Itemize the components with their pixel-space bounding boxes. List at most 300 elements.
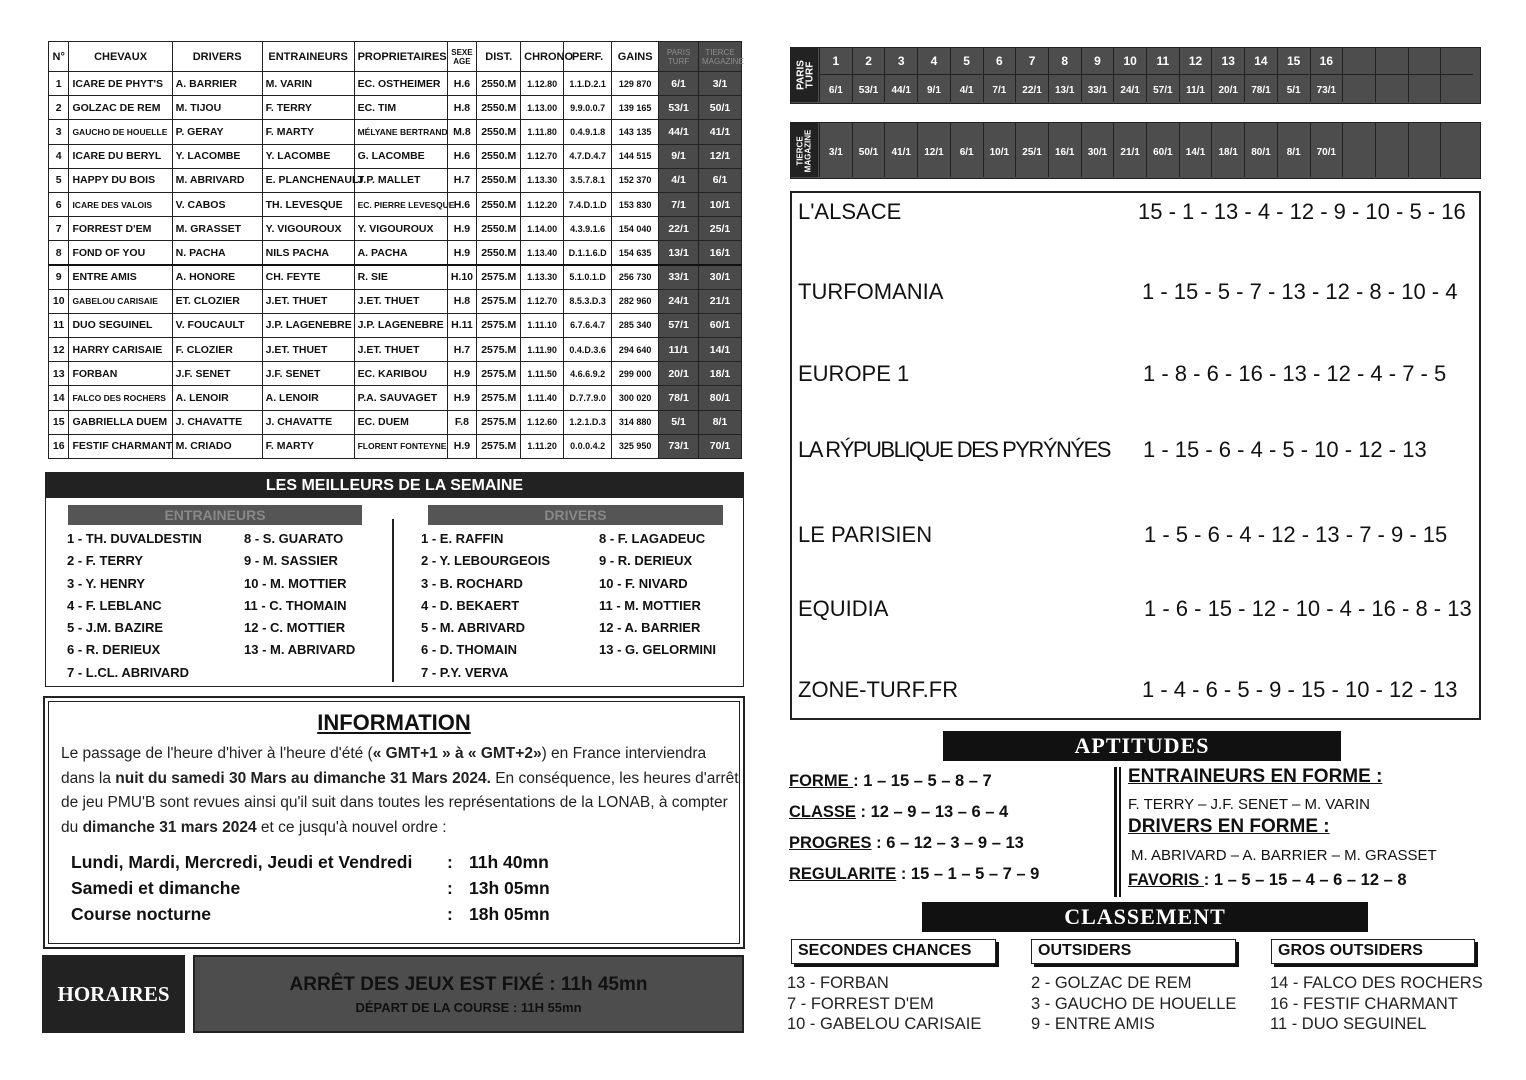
table-cell: 2575.M [477, 338, 521, 362]
table-cell: H.6 [447, 72, 477, 96]
table-cell: DUO SEGUINEL [69, 313, 172, 337]
table-cell: F. CLOZIER [172, 338, 262, 362]
classe-line: CLASSE : 12 – 9 – 13 – 6 – 4 [789, 803, 1009, 821]
table-cell: A. HONORE [172, 265, 262, 289]
table-cell: 2550.M [477, 96, 521, 120]
list-item: 11 - M. MOTTIER [599, 597, 701, 613]
table-cell: HARRY CARISAIE [69, 338, 172, 362]
paris-turf-label: PARIS TURF [795, 60, 816, 90]
table-cell: 2575.M [477, 362, 521, 386]
table-cell: 2550.M [477, 241, 521, 265]
table-header-row [49, 42, 742, 72]
table-cell: F. MARTY [262, 434, 354, 458]
table-cell: 2575.M [477, 265, 521, 289]
table-cell: A. LENOIR [262, 386, 354, 410]
table-cell: 1.11.20 [521, 434, 564, 458]
table-cell: 14/1 [699, 338, 742, 362]
grid-odds-cell: 3/1 [819, 123, 852, 177]
table-cell: CH. FEYTE [262, 265, 354, 289]
table-cell: HAPPY DU BOIS [69, 168, 172, 192]
table-cell: 5/1 [659, 410, 699, 434]
drivers-en-forme: M. ABRIVARD – A. BARRIER – M. GRASSET [1131, 847, 1437, 864]
runners-table [48, 41, 742, 459]
favoris-line: FAVORIS : 1 – 5 – 15 – 4 – 6 – 12 – 8 [1128, 871, 1407, 889]
table-cell: 9 [49, 265, 69, 289]
table-cell: 7.4.D.1.D [564, 192, 612, 216]
list-item: 6 - D. THOMAIN [421, 642, 518, 658]
table-cell: 0.0.0.4.2 [564, 434, 612, 458]
table-cell: FORREST D'EM [69, 217, 172, 241]
table-cell: 50/1 [699, 96, 742, 120]
table-cell: 4/1 [659, 168, 699, 192]
table-cell: 53/1 [659, 96, 699, 120]
table-cell: EC. OSTHEIMER [354, 72, 447, 96]
table-cell: 41/1 [699, 120, 742, 144]
drivers-en-forme-title: DRIVERS EN FORME : [1128, 816, 1330, 837]
table-cell: 5.1.0.1.D [564, 265, 612, 289]
list-item: 8 - S. GUARATO [244, 531, 344, 546]
grid-odds-cell [1440, 75, 1473, 102]
column-header: CHEVAUX [69, 42, 172, 72]
prono-source: LE PARISIEN [798, 522, 933, 547]
table-cell: 6/1 [699, 168, 742, 192]
table-cell: 73/1 [659, 434, 699, 458]
table-cell: 2575.M [477, 434, 521, 458]
table-cell: ET. CLOZIER [172, 289, 262, 313]
gros-outsiders-list [1270, 973, 1483, 1035]
aptitudes-title: APTITUDES [943, 731, 1341, 761]
table-cell: 139 165 [612, 96, 659, 120]
table-cell: 13 [49, 362, 69, 386]
secondes-chances-tag: SECONDES CHANCES [791, 939, 996, 964]
table-cell: J.ET. THUET [354, 289, 447, 313]
table-cell: G. LACOMBE [354, 144, 447, 168]
tierce-magazine-odds-grid [790, 122, 1481, 179]
grid-odds-cell: 8/1 [1277, 123, 1310, 177]
table-cell: J.ET. THUET [354, 338, 447, 362]
grid-odds-cell: 6/1 [950, 123, 983, 177]
grid-odds-cell: 78/1 [1244, 75, 1277, 102]
tierce-magazine-label: TIERCE MAGAZINE [795, 129, 813, 173]
table-cell: GOLZAC DE REM [69, 96, 172, 120]
column-header: CHRONO [521, 42, 564, 72]
prono-source: EUROPE 1 [798, 361, 910, 386]
table-cell: Y. VIGOUROUX [262, 217, 354, 241]
grid-number-cell: 16 [1310, 48, 1343, 75]
table-cell: 9.9.0.0.7 [564, 96, 612, 120]
table-row [49, 168, 742, 192]
table-cell: H.9 [447, 217, 477, 241]
table-cell: MÉLYANE BERTRAND [354, 120, 447, 144]
grid-odds-cell [1375, 123, 1408, 177]
table-cell: H.11 [447, 313, 477, 337]
table-cell: 11 [49, 313, 69, 337]
table-cell: M. GRASSET [172, 217, 262, 241]
table-cell: 300 020 [612, 386, 659, 410]
schedule-time: 11h 40mn [469, 852, 549, 872]
table-cell: 6 [49, 192, 69, 216]
table-cell: 1.11.10 [521, 313, 564, 337]
table-row [49, 362, 742, 386]
grid-number-cell: 13 [1211, 48, 1244, 75]
table-cell: 25/1 [699, 217, 742, 241]
table-cell: 12 [49, 338, 69, 362]
table-cell: GAUCHO DE HOUELLE [69, 120, 172, 144]
table-cell: H.9 [447, 241, 477, 265]
table-cell: V. CABOS [172, 192, 262, 216]
grid-number-cell: 11 [1146, 48, 1179, 75]
forme-line: FORME : 1 – 15 – 5 – 8 – 7 [789, 772, 992, 790]
prono-source: LA RÝPUBLIQUE DES PYRÝNÝES [798, 437, 1110, 462]
table-cell: FORBAN [69, 362, 172, 386]
grid-number-cell: 6 [983, 48, 1016, 75]
table-cell: D.1.1.6.D [564, 241, 612, 265]
list-item: 7 - FORREST D'EM [787, 994, 934, 1013]
prono-source: EQUIDIA [798, 596, 889, 621]
grid-odds-cell [1375, 75, 1408, 102]
table-cell: 1 [49, 72, 69, 96]
entraineurs-list-1 [67, 528, 202, 684]
grid-odds-cell: 73/1 [1310, 75, 1343, 102]
table-cell: 129 870 [612, 72, 659, 96]
schedule-sep: : [447, 852, 453, 872]
list-item: 7 - P.Y. VERVA [421, 664, 509, 680]
table-cell: 7/1 [659, 192, 699, 216]
list-item: 9 - M. SASSIER [244, 553, 338, 569]
table-cell: J.ET. THUET [262, 289, 354, 313]
table-cell: J. CHAVATTE [262, 410, 354, 434]
list-item: 13 - G. GELORMINI [599, 642, 717, 658]
grid-odds-cell: 9/1 [917, 75, 950, 102]
regularite-line: REGULARITE : 15 – 1 – 5 – 7 – 9 [789, 865, 1040, 883]
table-cell: 299 000 [612, 362, 659, 386]
table-cell: 4.6.6.9.2 [564, 362, 612, 386]
list-item: 3 - Y. HENRY [67, 575, 146, 591]
table-cell: 1.11.40 [521, 386, 564, 410]
grid-odds-cell: 6/1 [819, 75, 852, 102]
column-divider [392, 519, 394, 682]
table-cell: H.10 [447, 265, 477, 289]
table-cell: 1.13.30 [521, 265, 564, 289]
table-cell: 154 635 [612, 241, 659, 265]
table-cell: ICARE DE PHYT'S [69, 72, 172, 96]
prono-selection: 1 - 4 - 6 - 5 - 9 - 15 - 10 - 12 - 13 [1142, 677, 1458, 702]
aptitudes-divider [1114, 767, 1117, 897]
table-cell: 1.11.80 [521, 120, 564, 144]
table-cell: F. MARTY [262, 120, 354, 144]
table-cell: M. VARIN [262, 72, 354, 96]
classement-title: CLASSEMENT [922, 902, 1368, 932]
table-cell: 2575.M [477, 313, 521, 337]
schedule-time: 18h 05mn [469, 904, 550, 924]
table-cell: 4.3.9.1.6 [564, 217, 612, 241]
grid-odds-cell: 20/1 [1211, 75, 1244, 102]
best-of-week-panel [45, 472, 744, 687]
table-cell: FESTIF CHARMANT [69, 434, 172, 458]
column-header: GAINS [612, 42, 659, 72]
table-row [49, 72, 742, 96]
grid-odds-cell [1342, 75, 1375, 102]
prono-selection: 1 - 5 - 6 - 4 - 12 - 13 - 7 - 9 - 15 [1144, 522, 1448, 547]
grid-odds-cell: 30/1 [1081, 123, 1114, 177]
table-cell: 24/1 [659, 289, 699, 313]
table-cell: M. TIJOU [172, 96, 262, 120]
table-cell: H.7 [447, 338, 477, 362]
table-row [49, 192, 742, 216]
table-cell: H.8 [447, 289, 477, 313]
grid-number-cell: 1 [819, 48, 852, 75]
table-cell: 6.7.6.4.7 [564, 313, 612, 337]
list-item: 8 - F. LAGADEUC [599, 531, 706, 546]
arret-text: ARRÊT DES JEUX EST FIXÉ : 11h 45mn [289, 974, 648, 995]
column-header: PROPRIETAIRES [354, 42, 447, 72]
information-paragraph: Le passage de l'heure d'hiver à l'heure d'été (« GMT+1 » à « GMT+2») en France interviendra dans la nuit du samedi 30 Mars au dimanche 31 Mars 2024. En conséquence, les heures d'arrêt de jeu PMU'B sont revues ainsi qu'il suit dans toutes les représentations de la LONAB, à compter du dimanche 31 mars 2024 et ce jusqu'à nouvel ordre : [61, 745, 739, 836]
table-row [49, 217, 742, 241]
table-cell: F.8 [447, 410, 477, 434]
table-cell: TH. LEVESQUE [262, 192, 354, 216]
schedule-time: 13h 05mn [469, 878, 550, 898]
table-cell: Y. LACOMBE [262, 144, 354, 168]
table-cell: 144 515 [612, 144, 659, 168]
secondes-chances-list [787, 973, 981, 1035]
horaires-label: HORAIRES [42, 955, 185, 1033]
prono-selection: 1 - 8 - 6 - 16 - 13 - 12 - 4 - 7 - 5 [1143, 361, 1447, 386]
grid-odds-cell [1408, 123, 1441, 177]
drivers-list-1 [421, 528, 550, 684]
table-cell: E. PLANCHENAULT [262, 168, 354, 192]
table-cell: M. CRIADO [172, 434, 262, 458]
grid-odds-cell: 11/1 [1179, 75, 1212, 102]
table-cell: H.9 [447, 362, 477, 386]
table-cell: 10 [49, 289, 69, 313]
table-cell: 2550.M [477, 144, 521, 168]
table-cell: ICARE DES VALOIS [69, 192, 172, 216]
table-cell: 1.11.90 [521, 338, 564, 362]
table-cell: 1.13.40 [521, 241, 564, 265]
grid-odds-cell: 4/1 [950, 75, 983, 102]
table-cell: 7 [49, 217, 69, 241]
prono-selection: 1 - 15 - 6 - 4 - 5 - 10 - 12 - 13 [1143, 437, 1427, 462]
table-cell: ICARE DU BERYL [69, 144, 172, 168]
table-cell: J.F. SENET [262, 362, 354, 386]
table-cell: 0.4.D.3.6 [564, 338, 612, 362]
list-item: 6 - R. DERIEUX [67, 642, 161, 658]
table-cell: 70/1 [699, 434, 742, 458]
table-row [49, 144, 742, 168]
table-cell: H.6 [447, 192, 477, 216]
table-cell: D.7.7.9.0 [564, 386, 612, 410]
table-cell: 60/1 [699, 313, 742, 337]
table-cell: 5 [49, 168, 69, 192]
list-item: 7 - L.CL. ABRIVARD [67, 664, 190, 680]
grid-odds-cell [1342, 123, 1375, 177]
table-cell: 16/1 [699, 241, 742, 265]
grid-odds-cell: 25/1 [1015, 123, 1048, 177]
table-cell: 1.2.1.D.3 [564, 410, 612, 434]
table-cell: 1.11.50 [521, 362, 564, 386]
table-cell: 20/1 [659, 362, 699, 386]
drivers-subheader: DRIVERS [428, 505, 723, 525]
table-cell: 3.5.7.8.1 [564, 168, 612, 192]
outsiders-tag: OUTSIDERS [1031, 939, 1236, 964]
grid-odds-cell: 14/1 [1179, 123, 1212, 177]
grid-odds-cell: 53/1 [852, 75, 885, 102]
grid-number-cell: 5 [950, 48, 983, 75]
table-cell: 57/1 [659, 313, 699, 337]
table-cell: 16 [49, 434, 69, 458]
table-cell: FOND OF YOU [69, 241, 172, 265]
list-item: 2 - F. TERRY [67, 553, 144, 569]
column-header: SEXE AGE [447, 42, 477, 72]
table-cell: A. BARRIER [172, 72, 262, 96]
gros-outsiders-tag: GROS OUTSIDERS [1271, 939, 1475, 964]
list-item: 16 - FESTIF CHARMANT [1270, 994, 1458, 1013]
prono-source: TURFOMANIA [798, 279, 944, 304]
table-row [49, 410, 742, 434]
prono-selection: 1 - 15 - 5 - 7 - 13 - 12 - 8 - 10 - 4 [1142, 279, 1458, 304]
prono-source: L'ALSACE [798, 199, 902, 224]
entraineurs-list-2 [244, 528, 355, 662]
table-cell: 1.12.70 [521, 144, 564, 168]
grid-odds-cell: 41/1 [884, 123, 917, 177]
drivers-list-2 [599, 528, 716, 662]
table-cell: 4 [49, 144, 69, 168]
grid-odds-cell: 18/1 [1211, 123, 1244, 177]
depart-text: DÉPART DE LA COURSE : 11H 55mn [355, 1000, 582, 1015]
column-header: DRIVERS [172, 42, 262, 72]
grid-number-cell: 14 [1244, 48, 1277, 75]
table-cell: 285 340 [612, 313, 659, 337]
list-item: 10 - F. NIVARD [599, 575, 688, 591]
grid-number-cell [1408, 48, 1441, 75]
progres-line: PROGRES : 6 – 12 – 3 – 9 – 13 [789, 834, 1024, 852]
table-cell: 44/1 [659, 120, 699, 144]
list-item: 13 - M. ABRIVARD [244, 642, 356, 658]
grid-number-cell: 4 [917, 48, 950, 75]
table-cell: 13/1 [659, 241, 699, 265]
table-cell: J. CHAVATTE [172, 410, 262, 434]
table-row [49, 434, 742, 458]
column-header: TIERCE MAGAZINE [699, 42, 742, 72]
table-cell: 1.1.D.2.1 [564, 72, 612, 96]
grid-number-cell: 10 [1113, 48, 1146, 75]
pronostics-panel [790, 191, 1481, 720]
entraineurs-en-forme-title: ENTRAINEURS EN FORME : [1128, 766, 1383, 787]
table-cell: 143 135 [612, 120, 659, 144]
grid-number-cell: 3 [884, 48, 917, 75]
table-cell: V. FOUCAULT [172, 313, 262, 337]
table-cell: 22/1 [659, 217, 699, 241]
table-cell: H.9 [447, 386, 477, 410]
table-cell: 1.13.00 [521, 96, 564, 120]
grid-odds-cell [1408, 75, 1441, 102]
grid-odds-cell: 33/1 [1081, 75, 1114, 102]
table-cell: J.P. MALLET [354, 168, 447, 192]
table-row [49, 241, 742, 265]
grid-number-cell: 9 [1081, 48, 1114, 75]
table-cell: J.ET. THUET [262, 338, 354, 362]
table-cell: 80/1 [699, 386, 742, 410]
table-cell: A. LENOIR [172, 386, 262, 410]
table-cell: 3 [49, 120, 69, 144]
table-cell: 325 950 [612, 434, 659, 458]
table-cell: ENTRE AMIS [69, 265, 172, 289]
grid-odds-cell: 44/1 [884, 75, 917, 102]
list-item: 2 - GOLZAC DE REM [1031, 974, 1192, 992]
list-item: 5 - J.M. BAZIRE [67, 620, 164, 636]
table-cell: 8 [49, 241, 69, 265]
grid-odds-cell: 5/1 [1277, 75, 1310, 102]
column-header: PERF. [564, 42, 612, 72]
table-cell: 256 730 [612, 265, 659, 289]
table-cell: P.A. SAUVAGET [354, 386, 447, 410]
list-item: 10 - M. MOTTIER [244, 575, 347, 591]
grid-odds-cell: 80/1 [1244, 123, 1277, 177]
grid-odds-cell: 24/1 [1113, 75, 1146, 102]
table-cell: 2575.M [477, 386, 521, 410]
horaires-box [193, 955, 744, 1033]
list-item: 1 - E. RAFFIN [421, 531, 504, 546]
grid-number-cell: 12 [1179, 48, 1212, 75]
table-body [49, 72, 742, 459]
table-cell: J.F. SENET [172, 362, 262, 386]
column-header: ENTRAINEURS [262, 42, 354, 72]
list-item: 14 - FALCO DES ROCHERS [1270, 974, 1483, 992]
list-item: 9 - R. DERIEUX [599, 553, 693, 569]
table-cell: Y. VIGOUROUX [354, 217, 447, 241]
grid-odds-cell: 60/1 [1146, 123, 1179, 177]
paris-turf-odds-grid [790, 47, 1481, 104]
table-cell: 9/1 [659, 144, 699, 168]
table-cell: 11/1 [659, 338, 699, 362]
list-item: 5 - M. ABRIVARD [421, 620, 525, 636]
list-item: 1 - TH. DUVALDESTIN [67, 531, 202, 546]
table-cell: F. TERRY [262, 96, 354, 120]
grid-number-cell: 15 [1277, 48, 1310, 75]
schedule-label: Samedi et dimanche [71, 878, 241, 898]
table-cell: EC. DUEM [354, 410, 447, 434]
list-item: 11 - C. THOMAIN [244, 597, 347, 613]
table-cell: 78/1 [659, 386, 699, 410]
table-cell: J.P. LAGENEBRE [354, 313, 447, 337]
table-cell: 2 [49, 96, 69, 120]
grid-number-cell [1375, 48, 1408, 75]
table-row [49, 313, 742, 337]
column-header: DIST. [477, 42, 521, 72]
table-cell: 282 960 [612, 289, 659, 313]
table-cell: 153 830 [612, 192, 659, 216]
table-cell: 12/1 [699, 144, 742, 168]
grid-number-cell: 8 [1048, 48, 1081, 75]
table-cell: 1.13.30 [521, 168, 564, 192]
column-header: N° [49, 42, 69, 72]
information-panel [43, 696, 745, 949]
table-cell: 18/1 [699, 362, 742, 386]
table-cell: R. SIE [354, 265, 447, 289]
table-cell: 2550.M [477, 72, 521, 96]
list-item: 3 - B. ROCHARD [421, 575, 523, 591]
grid-odds-cell: 13/1 [1048, 75, 1081, 102]
table-row [49, 289, 742, 313]
table-cell: 3/1 [699, 72, 742, 96]
table-cell: 1.12.80 [521, 72, 564, 96]
grid-odds-cell: 7/1 [983, 75, 1016, 102]
table-cell: 1.12.70 [521, 289, 564, 313]
grid-number-cell [1342, 48, 1375, 75]
prono-source: ZONE-TURF.FR [798, 677, 959, 702]
table-row [49, 120, 742, 144]
list-item: 13 - FORBAN [787, 974, 889, 992]
